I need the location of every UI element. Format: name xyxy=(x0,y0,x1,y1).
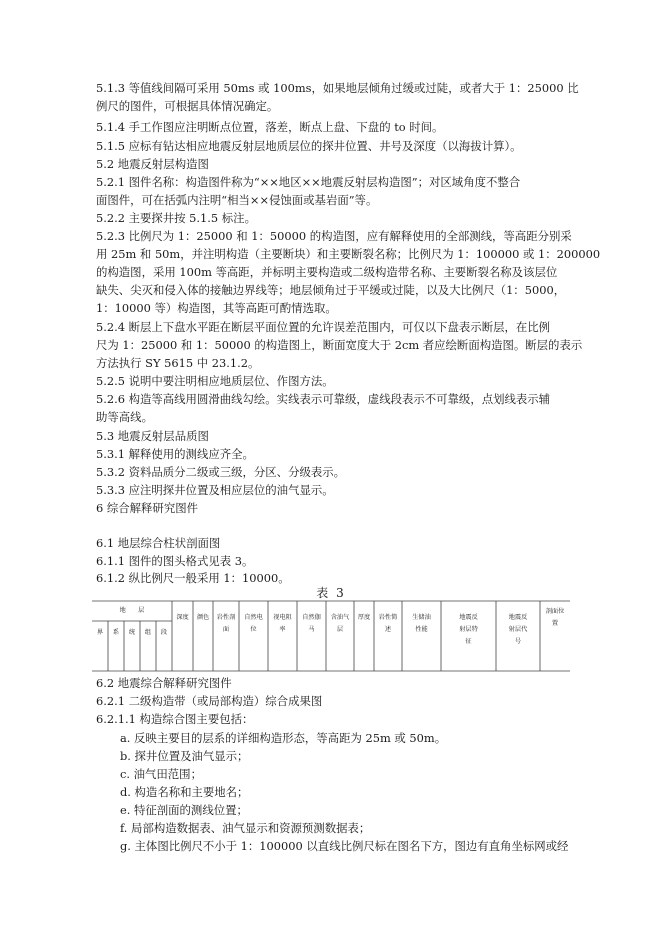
table-3-title: 表 3 xyxy=(316,586,346,600)
paragraph-line: 缺失、尖灭和侵入体的接触边界线等；地层倾角过于平缓或过陡，以及大比例尺（1：5000， xyxy=(96,283,566,297)
paragraph-line: 5.3 地震反射层品质图 xyxy=(96,429,209,443)
list-item: d. 构造名称和主要地名； xyxy=(120,785,249,799)
paragraph-line: 5.1.4 手工作图应注明断点位置，落差，断点上盘、下盘的 to 时间。 xyxy=(96,120,444,134)
table-3-column-header: 自然伽马 xyxy=(302,614,321,633)
paragraph-line: 5.2.5 说明中要注明相应地质层位、作图方法。 xyxy=(96,374,334,388)
paragraph-line: 5.2.2 主要探井按 5.1.5 标注。 xyxy=(96,211,256,225)
list-item: b. 探井位置及油气显示； xyxy=(120,749,249,763)
table-3-sub-header: 系 xyxy=(112,629,120,636)
paragraph-line: 面图件，可在括弧内注明“相当××侵蚀面或基岩面”等。 xyxy=(96,193,378,207)
paragraph-line: 5.2.6 构造等高线用圆滑曲线勾绘。实线表示可靠级，虚线段表示不可靠级，点划线表示辅 xyxy=(96,392,551,406)
section-6-1-title: 6.1 地层综合柱状剖面图 xyxy=(96,536,221,550)
table-3-sub-header: 组 xyxy=(144,629,152,636)
paragraph-line: 5.2.1 图件名称：构造图件称为“××地区××地震反射层构造图”；对区域角度不整合 xyxy=(96,175,521,189)
list-item: e. 特征剖面的测线位置； xyxy=(120,803,248,817)
table-3-column-header: 颜色 xyxy=(196,614,210,621)
table-3-column-header: 岩性剖面 xyxy=(216,614,236,633)
paragraph-line: 例尺的图件，可根据具体情况确定。 xyxy=(96,99,279,113)
section-6-1-2: 6.1.2 纵比例尺一般采用 1：10000。 xyxy=(96,571,290,585)
table-3-column-header: 岩性简述 xyxy=(378,614,398,633)
paragraph-line: 1：10000 等）构造图，其等高距可酌情选取。 xyxy=(96,301,337,315)
paragraph-line: 5.2.3 比例尺为 1：25000 和 1：50000 的构造图，应有解释使用的全部测线，等高距分别采 xyxy=(96,229,572,243)
list-item: f. 局部构造数据表、油气显示和资源预测数据表； xyxy=(120,821,371,835)
section-6-1-1: 6.1.1 图件的图头格式见表 3。 xyxy=(96,554,254,568)
table-3-sub-header: 统 xyxy=(128,629,136,636)
paragraph-line: 用 25m 和 50m，并注明构造（主要断块）和主要断裂名称；比例尺为 1：100000 或 1：200000 xyxy=(96,247,601,261)
table-3-sub-header: 段 xyxy=(160,629,168,636)
paragraph-line: 5.2.4 断层上下盘水平距在断层平面位置的允许误差范围内，可仅以下盘表示断层，在比例 xyxy=(96,320,551,334)
paragraph-line: 5.1.5 应标有钻达相应地震反射层地质层位的探井位置、井号及深度（以海拔计算）。 xyxy=(96,139,522,153)
paragraph-line: 尺为 1：25000 和 1：50000 的构造图上，断面宽度大于 2cm 者应绘断面构造图。断层的表示 xyxy=(96,338,583,352)
paragraph-line: 方法执行 SY 5615 中 23.1.2。 xyxy=(96,356,260,370)
table-3-column-header: 视电阻率 xyxy=(273,614,292,633)
paragraph-line: 5.3.2 资料品质分二级或三级，分区、分级表示。 xyxy=(96,465,346,479)
section-6-2-title: 6.2 地震综合解释研究图件 xyxy=(96,676,232,690)
table-3-column-header: 地震反射层代号 xyxy=(508,614,528,645)
table-3-group-header: 地 层 xyxy=(119,607,145,614)
table-3-column-header: 自然电位 xyxy=(244,614,263,633)
section-6-2-1-1: 6.2.1.1 构造综合图主要包括： xyxy=(96,712,254,726)
table-3-column-header: 含油气层 xyxy=(330,614,350,633)
table-3-column-header: 深度 xyxy=(176,614,189,621)
table-3 xyxy=(92,600,570,671)
list-item: g. 主体图比例尺不小于 1：100000 以直线比例尺标在图名下方，图边有直角坐标网或经 xyxy=(120,839,569,853)
paragraph-line: 助等高线。 xyxy=(96,410,153,424)
table-3-column-header: 厚度 xyxy=(357,614,371,621)
section-6-2-1: 6.2.1 二级构造带（或局部构造）综合成果图 xyxy=(96,694,323,708)
paragraph-line: 5.1.3 等值线间隔可采用 50ms 或 100ms，如果地层倾角过缓或过陡，或者大于 1：25000 比 xyxy=(96,81,579,95)
table-3-column-header: 生储油性能 xyxy=(412,614,431,633)
section-6-heading: 6 综合解释研究图件 xyxy=(96,501,198,515)
paragraph-line: 5.2 地震反射层构造图 xyxy=(96,157,209,171)
table-3-column-header: 剖面位置 xyxy=(545,608,565,627)
table-3-sub-header: 界 xyxy=(96,629,104,636)
paragraph-line: 5.3.1 解释使用的测线应齐全。 xyxy=(96,447,254,461)
list-item: c. 油气田范围； xyxy=(120,767,202,781)
table-3-column-header: 地震反射层特征 xyxy=(459,614,478,645)
paragraph-line: 5.3.3 应注明探井位置及相应层位的油气显示。 xyxy=(96,483,334,497)
paragraph-line: 的构造图，采用 100m 等高距，并标明主要构造或二级构造带名称、主要断裂名称及该层位 xyxy=(96,265,558,279)
list-item: a. 反映主要目的层系的详细构造形态，等高距为 25m 或 50m。 xyxy=(120,731,447,745)
